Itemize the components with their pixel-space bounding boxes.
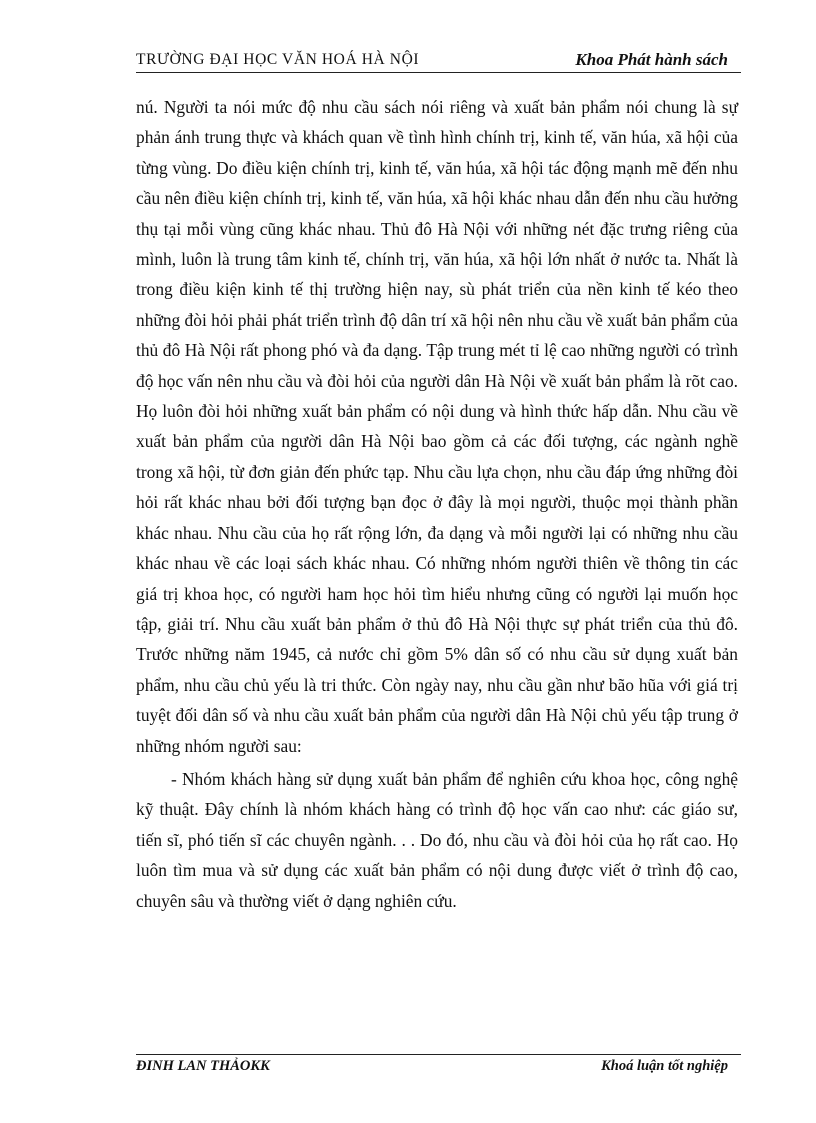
header-department: Khoa Phát hành sách [575,50,728,69]
body-text [136,92,738,916]
footer-author: ĐINH LAN THẢOKK [136,1058,270,1074]
page-footer [136,1054,741,1077]
footer-document-type: Khoá luận tốt nghiệp [601,1058,728,1074]
header-institution: TRƯỜNG ĐẠI HỌC VĂN HOÁ HÀ NỘI [136,51,420,68]
page-header [136,50,741,73]
body-paragraph-1: nú. Người ta nói mức độ nhu cầu sách nói riêng và xuất bản phẩm nói chung là sự phản ánh trung thực và khách quan về tình hình chính trị, kinh tế, văn húa, xã hội của từng vùng. Do điều kiện chính trị, kinh tế, văn húa, xã hội tác động mạnh mẽ đến nhu cầu nên điều kiện chính trị, kinh tế, văn húa, xã hội khác nhau dẫn đến nhu cầu hưởng thụ tại mỗi vùng cũng khác nhau. Thủ đô Hà Nội với những nét đặc trưng riêng của mình, luôn là trung tâm kinh tế, chính trị, văn húa, xã hội lớn nhất ở nước ta. Nhất là trong điều kiện kinh tế thị trường hiện nay, sù phát triển của nền kinh tế kéo theo những đòi hỏi phải phát triển trình độ dân trí xã hội nên nhu cầu về xuất bản phẩm của thủ đô Hà Nội rất phong phó và đa dạng. Tập trung mét tỉ lệ cao những người có trình độ học vấn nên nhu cầu và đòi hỏi của người dân Hà Nội về xuất bản phẩm là rõt cao. Họ luôn đòi hỏi những xuất bản phẩm có nội dung và hình thức hấp dẫn. Nhu cầu về xuất bản phẩm của người dân Hà Nội bao gồm cả các đối tượng, các ngành nghề trong xã hội, từ đơn giản đến phức tạp. Nhu cầu lựa chọn, nhu cầu đáp ứng những đòi hỏi rất khác nhau bởi đối tượng bạn đọc ở đây là mọi người, thuộc mọi thành phần khác nhau. Nhu cầu của họ rất rộng lớn, đa dạng và mỗi người lại có những nhu cầu khác nhau về các loại sách khác nhau. Có những nhóm người thiên về thông tin các giá trị khoa học, có người ham học hỏi tìm hiểu nhưng cũng có người lại muốn học tập, giải trí. Nhu cầu xuất bản phẩm ở thủ đô Hà Nội thực sự phát triển của thủ đô. Trước những năm 1945, cả nước chỉ gồm 5% dân số có nhu cầu sử dụng xuất bản phẩm, nhu cầu chủ yếu là tri thức. Còn ngày nay, nhu cầu gần như bão hũa với giá trị tuyệt đối dân số và nhu cầu xuất bản phẩm của người dân Hà Nội chủ yếu tập trung ở những nhóm người sau: [136,97,739,756]
body-paragraph-2: - Nhóm khách hàng sử dụng xuất bản phẩm để nghiên cứu khoa học, công nghệ kỹ thuật. Đây chính là nhóm khách hàng có trình độ học vấn cao như: các giáo sư, tiến sĩ, phó tiến sĩ các chuyên ngành. . . Do đó, nhu cầu và đòi hỏi của họ rất cao. Họ luôn tìm mua và sử dụng các xuất bản phẩm có nội dung được viết ở trình độ cao, chuyên sâu và thường viết ở dạng nghiên cứu. [136,768,738,911]
